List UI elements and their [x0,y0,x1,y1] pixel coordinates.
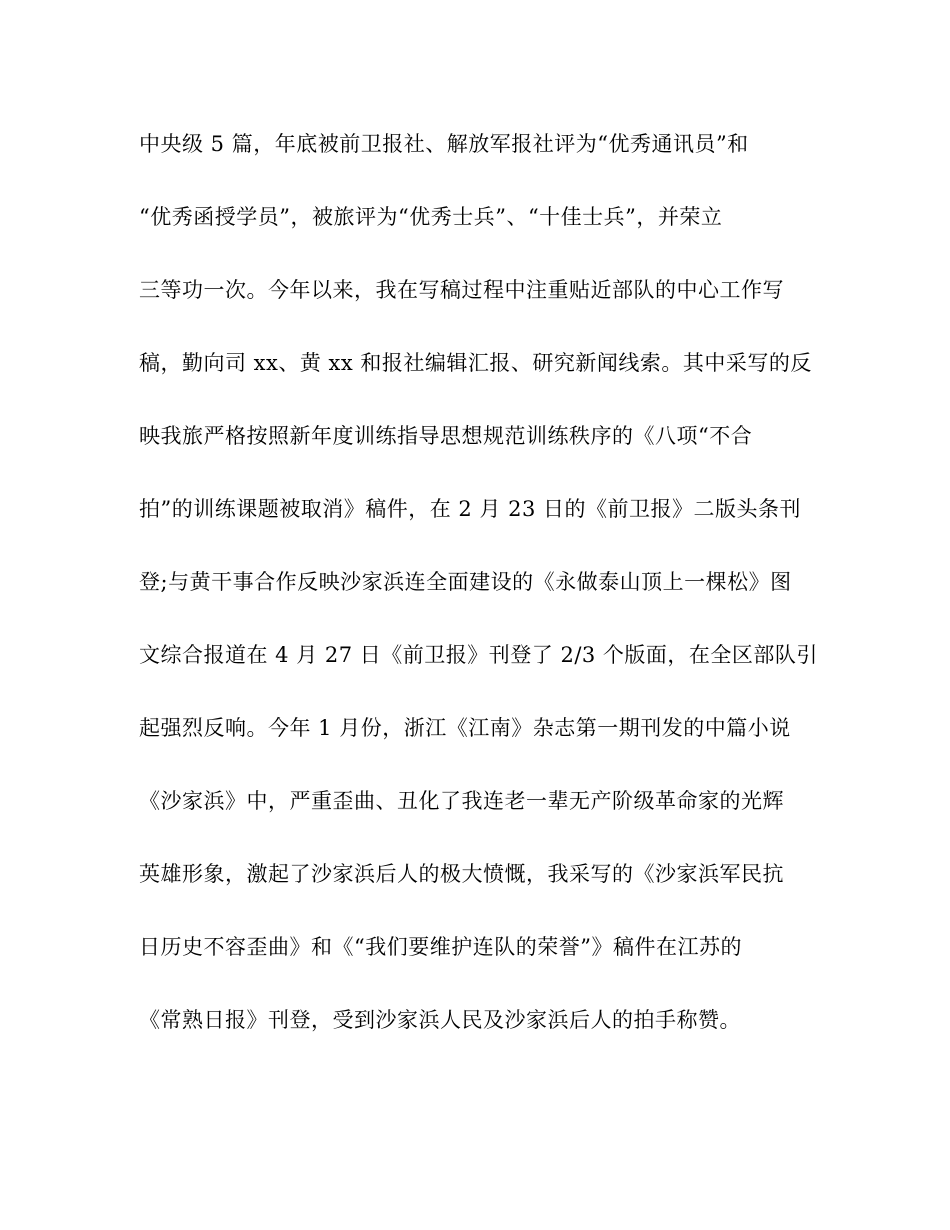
text-line-2: “优秀函授学员”，被旅评为“优秀士兵”、“十佳士兵”，并荣立 [139,205,723,229]
text-line-6: 拍”的训练课题被取消》稿件，在 2 月 23 日的《前卫报》二版头条刊 [139,497,802,521]
text-line-10: 《沙家浜》中，严重歪曲、丑化了我连老一辈无产阶级革命家的光辉 [139,789,784,813]
text-line-11: 英雄形象，激起了沙家浜后人的极大愤慨，我采写的《沙家浜军民抗 [139,862,784,886]
text-line-1: 中央级 5 篇，年底被前卫报社、解放军报社评为“优秀通讯员”和 [139,132,749,156]
text-line-4: 稿，勤向司 xx、黄 xx 和报社编辑汇报、研究新闻线索。其中采写的反 [139,351,812,375]
text-line-5: 映我旅严格按照新年度训练指导思想规范训练秩序的《八项“不合 [139,424,753,448]
text-line-3: 三等功一次。今年以来，我在写稿过程中注重贴近部队的中心工作写 [139,278,784,302]
text-line-13: 《常熟日报》刊登，受到沙家浜人民及沙家浜后人的拍手称赞。 [139,1008,741,1032]
text-line-8: 文综合报道在 4 月 27 日《前卫报》刊登了 2/3 个版面，在全区部队引 [139,643,818,667]
text-line-12: 日历史不容歪曲》和《“我们要维护连队的荣誉”》稿件在江苏的 [139,935,742,959]
body-paragraph [139,124,829,1073]
text-line-9: 起强烈反响。今年 1 月份，浙江《江南》杂志第一期刊发的中篇小说 [139,716,791,740]
text-line-7: 登;与黄干事合作反映沙家浜连全面建设的《永做泰山顶上一棵松》图 [139,570,792,594]
